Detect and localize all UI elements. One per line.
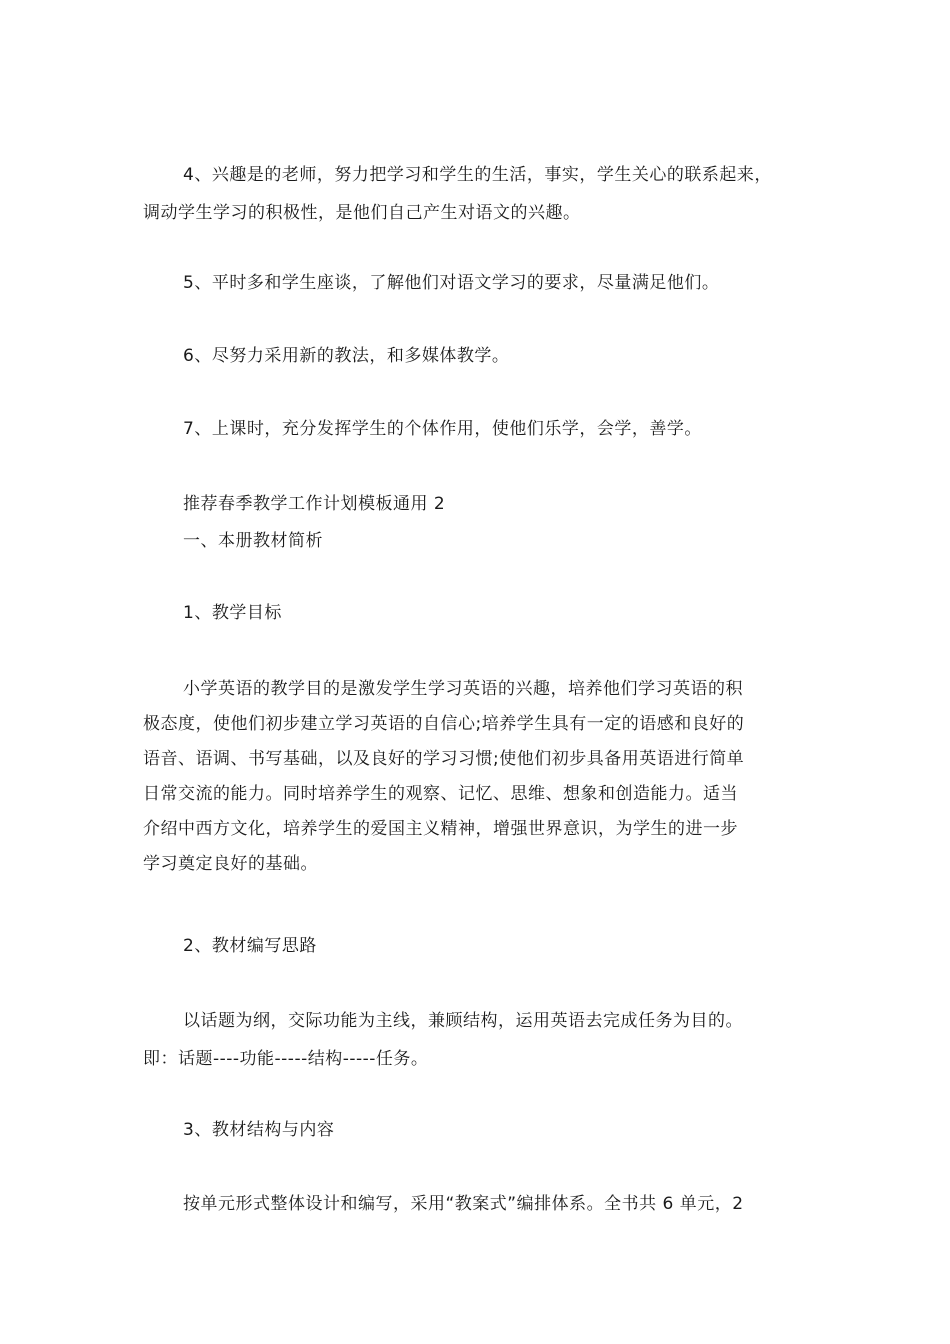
- paragraph-line: 极态度，使他们初步建立学习英语的自信心;培养学生具有一定的语感和良好的: [143, 714, 745, 734]
- paragraph-line: 学习奠定良好的基础。: [143, 854, 318, 874]
- paragraph-line: 语音、语调、书写基础，以及良好的学习习惯;使他们初步具备用英语进行简单: [143, 749, 745, 769]
- paragraph-line: 5、平时多和学生座谈，了解他们对语文学习的要求，尽量满足他们。: [183, 273, 720, 293]
- paragraph-line: 4、兴趣是的老师，努力把学习和学生的生活，事实，学生关心的联系起来，: [183, 165, 772, 185]
- subsection-heading: 3、教材结构与内容: [183, 1120, 335, 1140]
- section-heading: 一、本册教材简析: [183, 531, 323, 551]
- subsection-heading: 2、教材编写思路: [183, 936, 317, 956]
- paragraph-line: 以话题为纲，交际功能为主线，兼顾结构，运用英语去完成任务为目的。: [183, 1011, 743, 1031]
- subsection-heading: 1、教学目标: [183, 603, 282, 623]
- paragraph-line: 即：话题----功能-----结构-----任务。: [143, 1049, 429, 1069]
- paragraph-line: 调动学生学习的积极性，是他们自己产生对语文的兴趣。: [143, 203, 581, 223]
- section-title: 推荐春季教学工作计划模板通用 2: [183, 494, 446, 514]
- paragraph-line: 按单元形式整体设计和编写，采用“教案式”编排体系。全书共 6 单元，2: [183, 1194, 744, 1214]
- paragraph-line: 日常交流的能力。同时培养学生的观察、记忆、思维、想象和创造能力。适当: [143, 784, 738, 804]
- paragraph-line: 介绍中西方文化，培养学生的爱国主义精神，增强世界意识，为学生的进一步: [143, 819, 738, 839]
- paragraph-line: 7、上课时，充分发挥学生的个体作用，使他们乐学，会学，善学。: [183, 419, 702, 439]
- paragraph-line: 6、尽努力采用新的教法，和多媒体教学。: [183, 346, 510, 366]
- paragraph-line: 小学英语的教学目的是激发学生学习英语的兴趣，培养他们学习英语的积: [183, 679, 743, 699]
